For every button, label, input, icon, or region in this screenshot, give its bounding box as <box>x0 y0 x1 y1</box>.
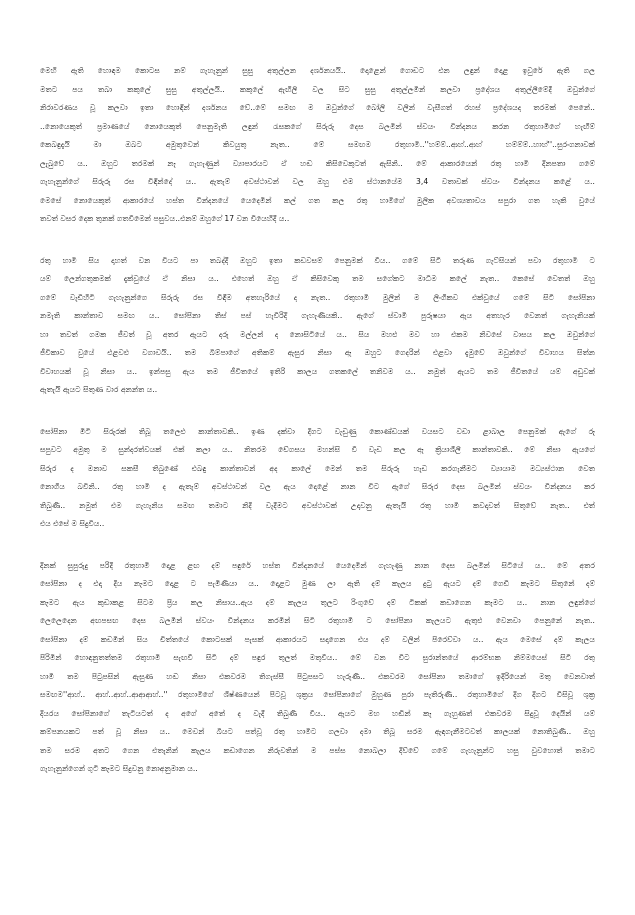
text-line: සපුවට අමුතු ම සුන්දරත්වයක් එක් කලා ය.. නිතරම චේගසය මහන්සි වී වැඩ කල ඈ ක්‍රියාශීලී කාන්තාවකි.. මේ නිසා ඇයගේ <box>40 445 595 454</box>
text-line: තවත් වසර දෙක තුනක් ගතවීමෙන් පසුවය..එනම් ඔහුගේ 17 වන වියෙහිදී ය.. <box>40 214 290 223</box>
text-line: ..නොයෙකුත් ප්‍රමාණයේ නොයෙකුත් පෙනුමැති ලඳුන් රැසකගේ සිරුරු දෙස බලමින් ස්වයං වින්දනය කරන රතුහාමිගේ හැඟීම් <box>40 121 595 131</box>
paragraph-2 <box>40 252 595 400</box>
text-line: ලෙලෙදෙන අඟපසඟ දෙස බලමින් ස්වයං වින්දනය කරමින් සිටි රතුහාමි ට සෝපිනා කැලයට ඇතුළු වෙනවා පෙනුනේ නැත.. <box>40 616 595 625</box>
text-line: තම සරම අතට ගෙන එතැනින් කැලය කඩාගෙන නිරුවතින් ම පස්ස නොබලා දිව්වේ ගමේ ගැහැනුන්ට හසු වුවහොත් තමාට <box>40 745 595 755</box>
paragraph-1 <box>40 62 595 229</box>
text-line: හාමි තම පිටුපසින් ඇසුණ හඬ නිසා එකවරම තිගැස්සී පිටුපසට හැරුණි.. එකවරම සෝපිනා තමාගේ ඉදිරියෙන් මතු වෙනවාත් <box>40 671 595 681</box>
text-line: කෑමට ඇය කුඩාකළ සිටම ප්‍රිය කල නිසාය..ඇය දම් කැලය තුලට රිංගුවේ දම් ටිකක් කඩාගෙන කෑමට ය.. නාන ලඳුන්ගේ <box>40 597 595 607</box>
text-line: නමැති කාන්තාව සමඟ ය.. සෝපිනා තිස් පස් හැවිරිදි ගැහැණියකි.. ඇගේ ස්වාමි පුරුෂයා ඇය අතහැර වෙනත් ගැහැනියක් <box>40 311 595 320</box>
text-line: සෝපිනා මිටි සිරුරක් තිබූ තලෙළු කාන්තාවකි.. ඉණ දක්වා දිගට වැඩුණු කොණ්ඩයක් වයසට වඩා ළාබාල පෙනුමක් ඇගේ රූ <box>40 426 595 436</box>
text-line: ඇතැයි ඇයට සිතුණ වාර අනන්ත ය.. <box>40 385 158 394</box>
text-line: නොගිය බවිනි.. රතු හාමි ද ඇතැම් අවස්ථාවන් වල ඇය දොළේ නාන විට ඇගේ සිරුර දෙස බලමින් ස්වයං වින්දනය කර <box>40 482 595 491</box>
text-line: කෙබඳුදැයි මා ඔබට අමුතුවෙන් කිවයුතු නැත.. මේ සමඟම රතුහාමි..''හම්ම්..ආහ්..ආහ් හම්ම්ම්..හාහ්''..සුරංගනාවක් <box>40 140 595 149</box>
text-line: එය එසේ ම සිදුවිය.. <box>40 519 105 528</box>
text-line: දියරය සෝපිනාගේ තැටියටත් ද අගේ අතේ ද වැදී තිබුණි වීය.. ඇයට මහ හඬින් කෑ ගැහුණත් එකවරම සිදුවූ දෙයින් යම් <box>40 708 595 718</box>
text-line: ගැහැනුන්ගෙන් ගුටි කෑමට සිදුවනු නොඅනුමාන ය.. <box>40 764 198 773</box>
text-line: සෝපිනා ද එදා දිය නෑමට දොළ ට පැමිණියා ය.. දොළට මුණ ලා ඇති දම් කැලය දුටු ඇයට දම් ගෙඩි කෑමට සිතුනේ දම් <box>40 579 595 588</box>
text-line: කම්පනයකට පත් වූ නිසා ය.. මෙවන් බියට පත්වූ රතු හාමිට ගලවා දමා තිබූ සරම ඇඳගැනීමටවත් කාලයක් නොතිබුණි.. ඔහු <box>40 727 595 736</box>
text-line: සෝපිනා දම් කඩමින් සිය චිත්තයේ කොටසක් පැසක් ආකාරයට සදාගෙන එය දම් වලින් පිරෙව්වා ය.. ඇය මෙසේ දම් කැලය <box>40 634 595 644</box>
text-line: ගමේ වැඩිහිටි ගැහැනුන්ගෙ සිරුරු රස විඳීම අතහැරියේ ද නැත.. රතුහාමි මුලින් ම ලිංගිකව එක්වුයේ ගමේ සිටි සෝපිනා <box>40 292 595 302</box>
text-line: සමඟම''ආහ්.. ආහ්..ආහ්..ආආආහ්..'' රතුහාමිගේ ශිෂ්ණයෙන් පිටවූ ශුක්‍රය සෝපිනාගේ මුහුණ පුරා පැතිරුණි.. රතුහාමිගේ දිග දිගට විසිවූ ශුක්‍ර <box>40 690 595 699</box>
text-line: නිරාවරණය වූ කලවා ඉතා හොඳින් දර්ශනය වේ..මේ සමඟ ම ඔවුන්ගේ බෝලි වලින් වැසීගත් රහස් ප්‍රදේශයද තරමක් පෙනේ.. <box>40 103 595 112</box>
text-line: මතට පය තබා කකුලේ සුසු අතුල්ලයි.. කකුලේ ඇඟිලි වල සිට සුසු අතුල්ලමින් කලවා ප්‍රදේශය අතුල්ලීමේදී ඔවුන්ගේ <box>40 84 595 94</box>
text-line: පිරිමින් හොඳනුතත්තම රතුහාමි සැඟවී සිටි දම් පඳුර තුලත් මතුවීය.. මේ වන විට සුරාන්තයේ ආරම්භක නිම්මයෙස් සිටි රතු <box>40 653 595 662</box>
text-line: දිනක් සුපුරුදු පරිදි රතුහාමි දොළ ළඟ දම් පඳුරේ හස්ත වින්දනයේ යෙදෙමින් ගැහැණු නාන දෙස බලමින් සිටියේ ය.. මේ අතර <box>40 560 595 570</box>
text-line: රතු හාමි සිය දාහත් වන වියට පා තබද්දී ඔහුට ඉතා කඩවසම් පෙනුමක් වීය.. ගමේ සිටි තරුණ ගැට්සියන් පවා රතුහාමි ට <box>40 255 595 265</box>
text-line: තිබුණි.. නමුත් එම ගැහැනිය සමඟ තමාට නිදි වැදීමට අවස්ථාවක් උදාවනු ඇතැයි රතු හාමි කවදාවත් සිතුවේ නැත.. එත් <box>40 500 595 510</box>
text-line: ජීවිකාව වුයේ එළවළු වගාවයි.. තම බිම්පාගේ අතිකම් ඇසුර නිසා ඈ ඔහුට ගෙදරින් එළවා දැමුවේ ඔවුන්ගේ විවාහය සිත්න <box>40 348 595 357</box>
body-text <box>40 62 595 802</box>
text-line: යම් ලෙන්ගතුකමක් දැක්වුයේ ඒ නිසා ය.. එහෙත් ඔහු ඒ කිසිවෙකු තම සගේකට මාධිම කලේ නැත.. කෙසේ වෙතත් ඔහු <box>40 274 595 283</box>
text-line: ලැබුවේ ය.. ඔහුට තරමක් නෑ ගැහැණුන් ව්‍යාපාරයට ඒ හඬ කිසිවෙකුටත් ඇසිනි.. මේ ආකාරයෙන් රතු හාමි දිනපතා ගමේ <box>40 158 595 168</box>
paragraph-3 <box>40 423 595 534</box>
text-line: ගැහැනුන්ගේ සිරුරු රස විඳින්දේ ය.. ඇතැම් අවස්ථාවන් වල ඔහු එම ස්ථානයේම 3,4 වතාවක් ස්වයං වින්දනය කළේ ය.. <box>40 177 595 186</box>
paragraph-4 <box>40 557 595 779</box>
text-line: හා තවත් ගමක ජීවත් වූ අතර ඇයට දරු මල්ලන් ද නොසිටියේ ය.. සිය මහළු මව හා එකම නිවසේ වාසය කල ඔවුන්ගේ <box>40 329 595 339</box>
text-line: මෙසේ නොයෙකුත් ආකාරයේ හස්ත වින්දනයේ යෙදෙමින් කල් ගත කල රතු හාමිගේ මුලික අවශ්‍යතාවය සපුරා ගත හැකි වුයේ <box>40 195 595 205</box>
text-line: මෙහි ඇති හොඳම කොටස නම් ගැහැනුන් සුසු අතුල්ලන දර්ශනයයි.. දොළෙන් ගොඩට එන ලඳුන් දොළ ඉවුරේ ඇති ගල <box>40 66 595 75</box>
text-line: සිරුර ද මනාව සකසී තිබුණේ එබඳු කාන්තාවන් අද කාලේ මෙන් තම සිරුරු හැඩ කරගැනීමට ව්‍යායාම මධ්‍යස්ථාන වෙත <box>40 463 595 473</box>
text-line: විවාහයක් වූ නිසා ය.. ඉන්පසු ඇය තම ජීවිතයේ ඉතිරි කාලය ගතකලේ තනිවම ය.. නමුත් ඇයට තම ජීවිතයේ යම් අඩුවක් <box>40 366 595 376</box>
